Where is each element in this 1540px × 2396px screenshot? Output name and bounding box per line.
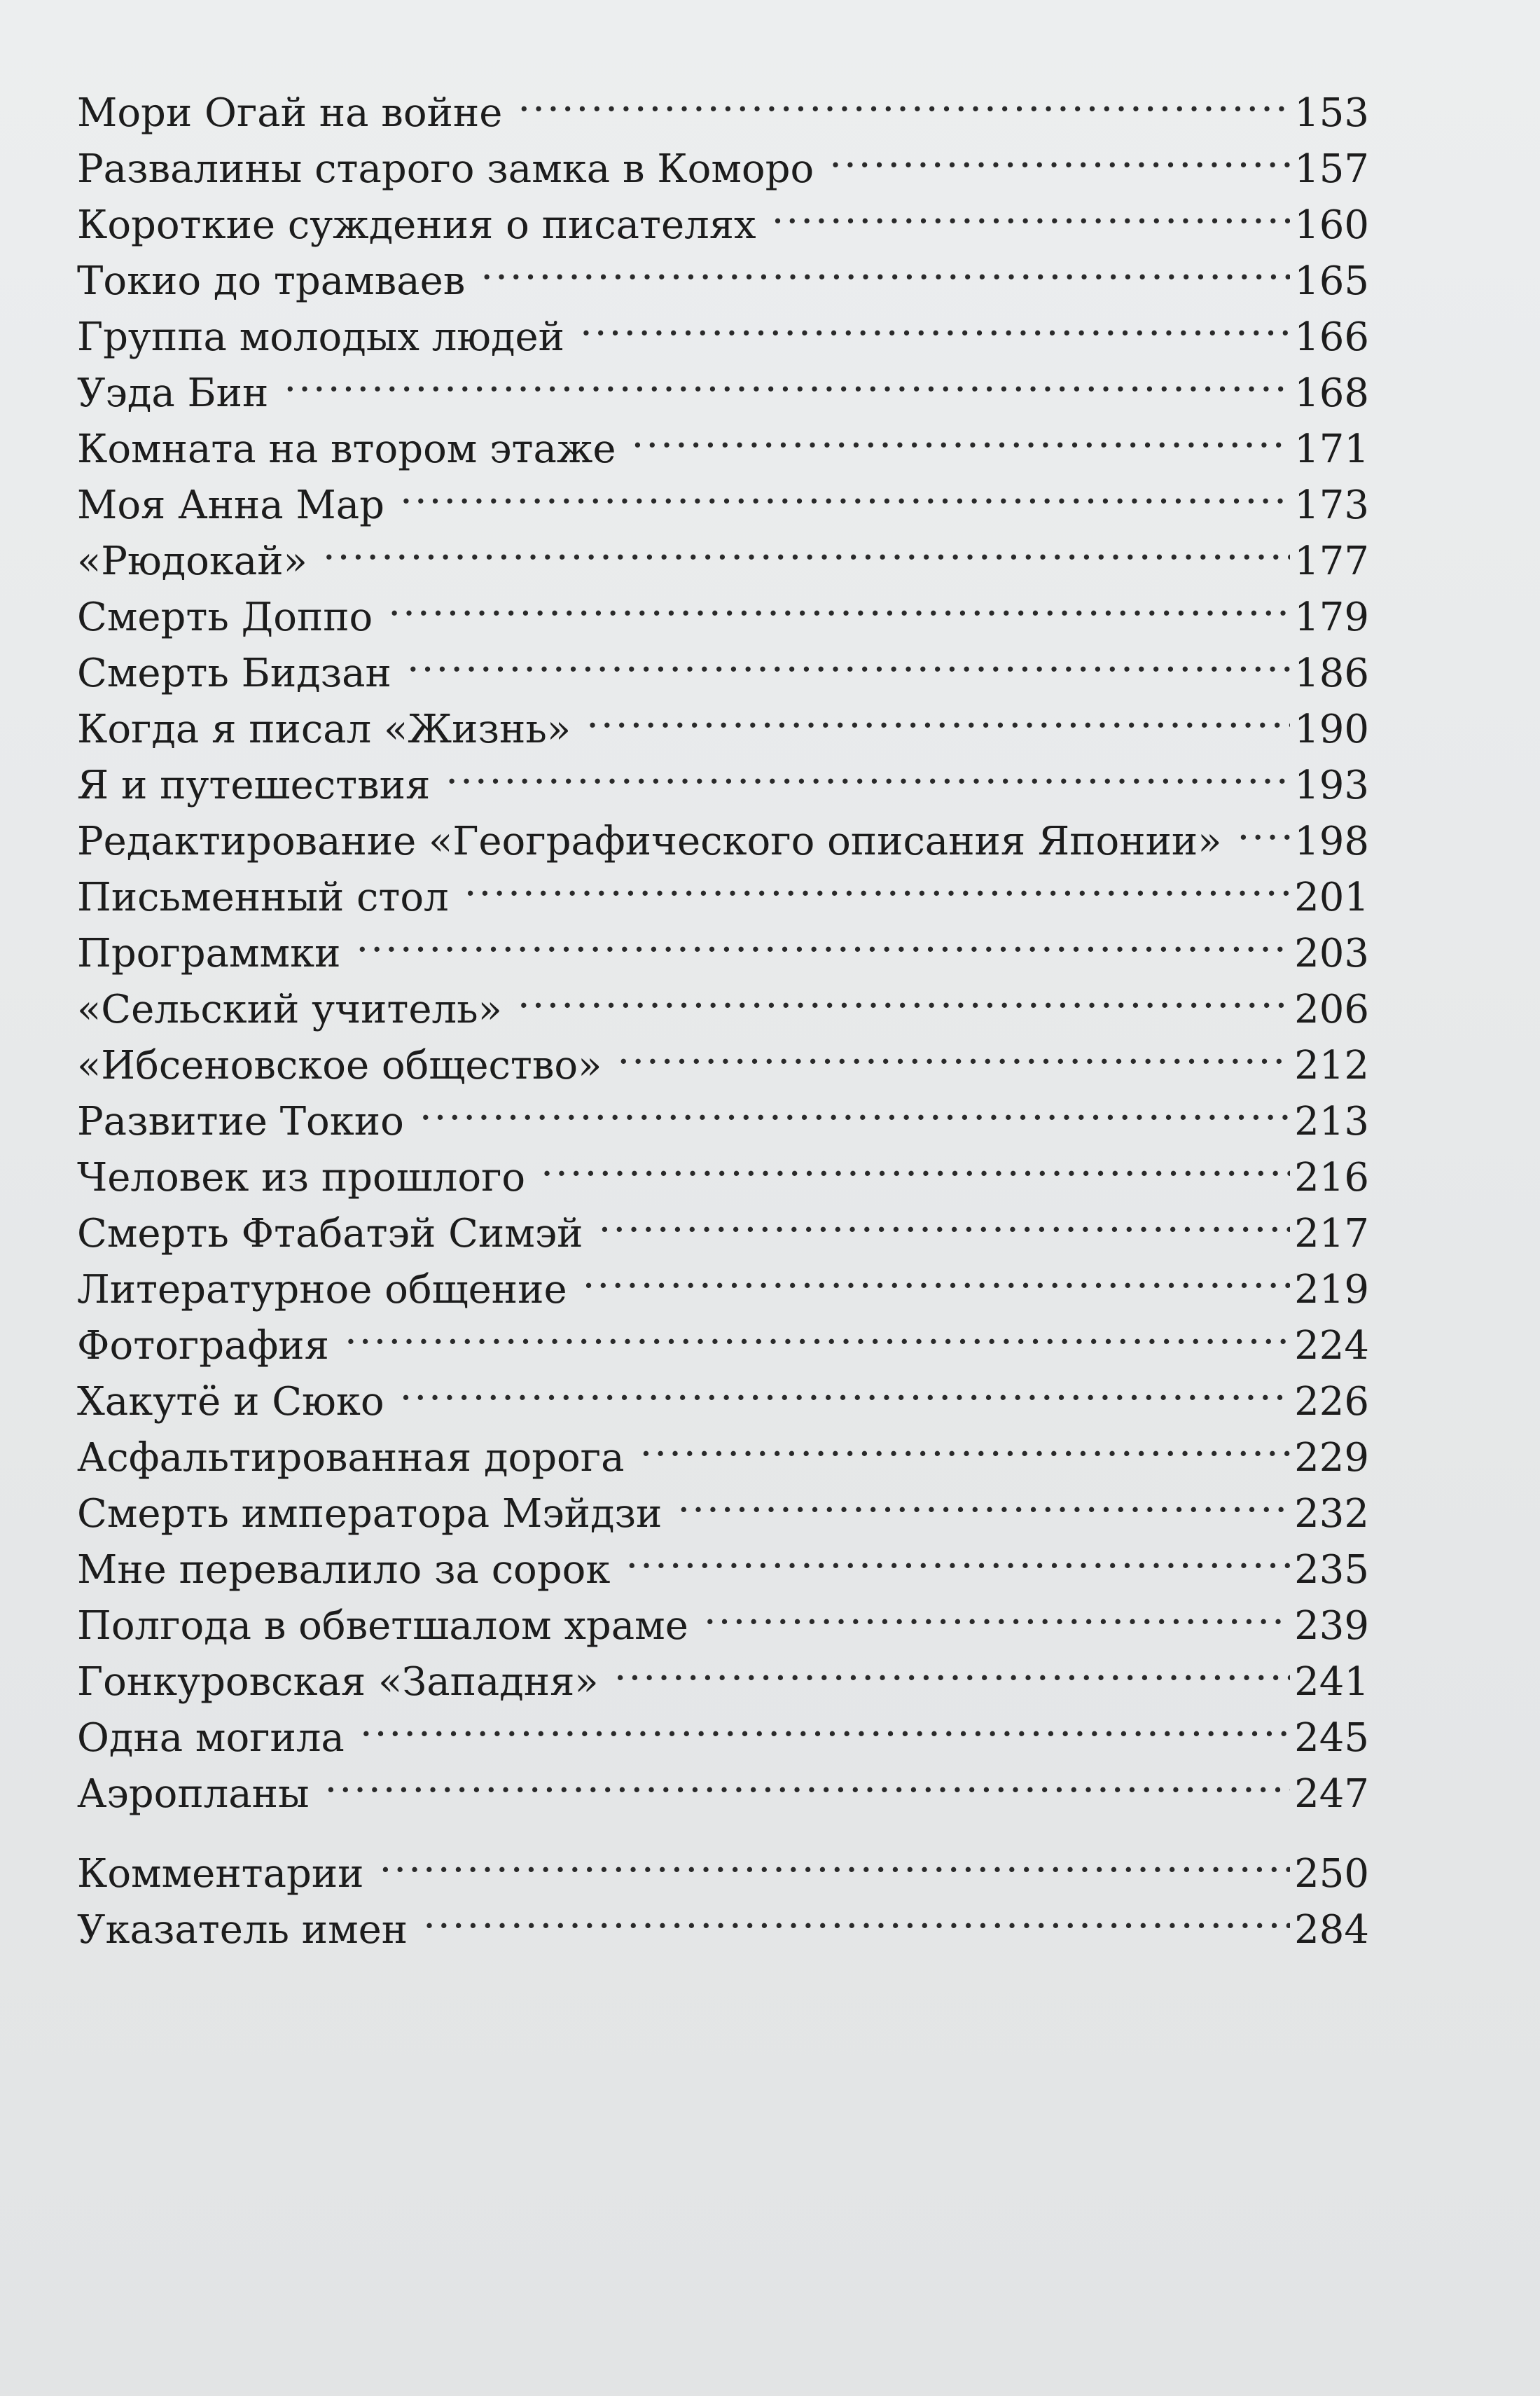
toc-dot-leader — [464, 854, 1290, 910]
toc-entry-title: Письменный стол — [77, 875, 449, 920]
toc-dot-leader — [617, 1023, 1290, 1079]
toc-entry — [77, 406, 1369, 472]
toc-dot-leader — [583, 1247, 1291, 1303]
toc-entry-page-number: 245 — [1294, 1715, 1369, 1761]
toc-entry-page-number: 198 — [1294, 819, 1369, 864]
toc-entry-page-number: 160 — [1294, 202, 1369, 248]
toc-entry — [77, 70, 1369, 136]
toc-dot-leader — [518, 70, 1290, 126]
toc-dot-leader — [625, 1527, 1290, 1583]
table-of-contents — [77, 70, 1369, 1953]
toc-dot-leader — [518, 967, 1290, 1023]
toc-entry-title: Человек из прошлого — [77, 1155, 526, 1200]
toc-entry-page-number: 153 — [1294, 90, 1369, 136]
toc-dot-leader — [345, 1303, 1290, 1359]
toc-dot-leader — [541, 1135, 1290, 1191]
toc-entry-page-number: 173 — [1294, 483, 1369, 528]
toc-entry-title: Комментарии — [77, 1851, 364, 1897]
toc-dot-leader — [829, 126, 1290, 182]
toc-entry-title: Фотография — [77, 1323, 329, 1369]
toc-dot-leader — [423, 1887, 1290, 1943]
toc-entry-title: «Сельский учитель» — [77, 987, 502, 1032]
toc-entry — [77, 1831, 1369, 1897]
toc-entry-page-number: 165 — [1294, 258, 1369, 304]
toc-dot-leader — [704, 1583, 1290, 1639]
toc-entry-title: Токио до трамваев — [77, 258, 466, 304]
toc-entry-page-number: 190 — [1294, 707, 1369, 752]
toc-entry-title: Аэропланы — [77, 1771, 310, 1817]
toc-entry-page-number: 250 — [1294, 1851, 1369, 1897]
toc-entry-title: Хакутё и Сюко — [77, 1379, 384, 1425]
toc-entry-title: Литературное общение — [77, 1267, 567, 1313]
toc-dot-leader — [480, 238, 1290, 294]
toc-entry-page-number: 177 — [1294, 539, 1369, 584]
toc-entry-page-number: 235 — [1294, 1547, 1369, 1593]
toc-entry-page-number: 212 — [1294, 1043, 1369, 1088]
toc-entry-title: Одна могила — [77, 1715, 345, 1761]
toc-entry-title: Когда я писал «Жизнь» — [77, 707, 571, 752]
toc-entry-page-number: 193 — [1294, 763, 1369, 808]
toc-dot-leader — [614, 1639, 1290, 1695]
toc-entry-page-number: 219 — [1294, 1267, 1369, 1313]
toc-dot-leader — [407, 630, 1290, 686]
toc-entry-page-number: 201 — [1294, 875, 1369, 920]
toc-entry-title: Я и путешествия — [77, 763, 431, 808]
toc-entry-page-number: 166 — [1294, 314, 1369, 360]
toc-dot-leader — [284, 350, 1290, 406]
toc-dot-leader — [400, 1359, 1291, 1415]
toc-entry-title: Редактирование «Географического описания Японии» — [77, 819, 1222, 864]
toc-entry-page-number: 284 — [1294, 1907, 1369, 1953]
toc-entry-page-number: 168 — [1294, 371, 1369, 416]
toc-entry-page-number: 232 — [1294, 1491, 1369, 1537]
toc-entry-page-number: 179 — [1294, 595, 1369, 640]
toc-dot-leader — [356, 910, 1290, 967]
toc-entry-title: Программки — [77, 931, 341, 976]
toc-entry-title: Смерть Фтабатэй Симэй — [77, 1211, 583, 1256]
toc-dot-leader — [1237, 798, 1290, 854]
toc-dot-leader — [586, 686, 1290, 742]
toc-entry-title: Гонкуровская «Западня» — [77, 1659, 599, 1705]
toc-entry-page-number: 203 — [1294, 931, 1369, 976]
toc-entry-page-number: 157 — [1294, 146, 1369, 192]
toc-dot-leader — [388, 574, 1290, 630]
toc-dot-leader — [445, 742, 1290, 798]
toc-dot-leader — [580, 294, 1290, 350]
toc-entry-page-number: 241 — [1294, 1659, 1369, 1705]
toc-entry-page-number: 224 — [1294, 1323, 1369, 1369]
toc-entry-page-number: 216 — [1294, 1155, 1369, 1200]
toc-entry-title: Короткие суждения о писателях — [77, 202, 756, 248]
toc-entry-page-number: 206 — [1294, 987, 1369, 1032]
toc-entry-title: «Рюдокай» — [77, 539, 307, 584]
toc-entry-title: Мори Огай на войне — [77, 90, 503, 136]
toc-entry-page-number: 217 — [1294, 1211, 1369, 1256]
toc-entry-page-number: 229 — [1294, 1435, 1369, 1481]
toc-dot-leader — [599, 1191, 1291, 1247]
toc-entry-title: Развитие Токио — [77, 1099, 404, 1144]
toc-entry-title: Группа молодых людей — [77, 314, 564, 360]
toc-entry-page-number: 186 — [1294, 651, 1369, 696]
toc-dot-leader — [325, 1751, 1291, 1807]
toc-entry-title: Моя Анна Мар — [77, 483, 385, 528]
toc-entry-title: Указатель имен — [77, 1907, 408, 1953]
toc-dot-leader — [632, 406, 1291, 462]
toc-entry-title: «Ибсеновское общество» — [77, 1043, 602, 1088]
toc-entry-title: Смерть Доппо — [77, 595, 373, 640]
toc-dot-leader — [400, 462, 1290, 518]
toc-entry-title: Развалины старого замка в Коморо — [77, 146, 814, 192]
toc-entry-page-number: 213 — [1294, 1099, 1369, 1144]
toc-entry-title: Смерть Бидзан — [77, 651, 391, 696]
toc-entry-title: Уэда Бин — [77, 371, 269, 416]
toc-entry-title: Полгода в обветшалом храме — [77, 1603, 688, 1649]
toc-dot-leader — [419, 1079, 1290, 1135]
toc-entry-title: Асфальтированная дорога — [77, 1435, 625, 1481]
toc-entry-page-number: 226 — [1294, 1379, 1369, 1425]
toc-dot-leader — [772, 182, 1291, 238]
toc-entry-title: Мне перевалило за сорок — [77, 1547, 611, 1593]
toc-entry-title: Смерть императора Мэйдзи — [77, 1491, 663, 1537]
toc-dot-leader — [677, 1471, 1290, 1527]
toc-entry-page-number: 171 — [1294, 427, 1369, 472]
toc-dot-leader — [360, 1695, 1290, 1751]
toc-entry-title: Комната на втором этаже — [77, 427, 616, 472]
toc-entry-page-number: 239 — [1294, 1603, 1369, 1649]
toc-entry-page-number: 247 — [1294, 1771, 1369, 1817]
toc-dot-leader — [380, 1831, 1291, 1887]
toc-dot-leader — [323, 518, 1290, 574]
toc-dot-leader — [639, 1415, 1290, 1471]
